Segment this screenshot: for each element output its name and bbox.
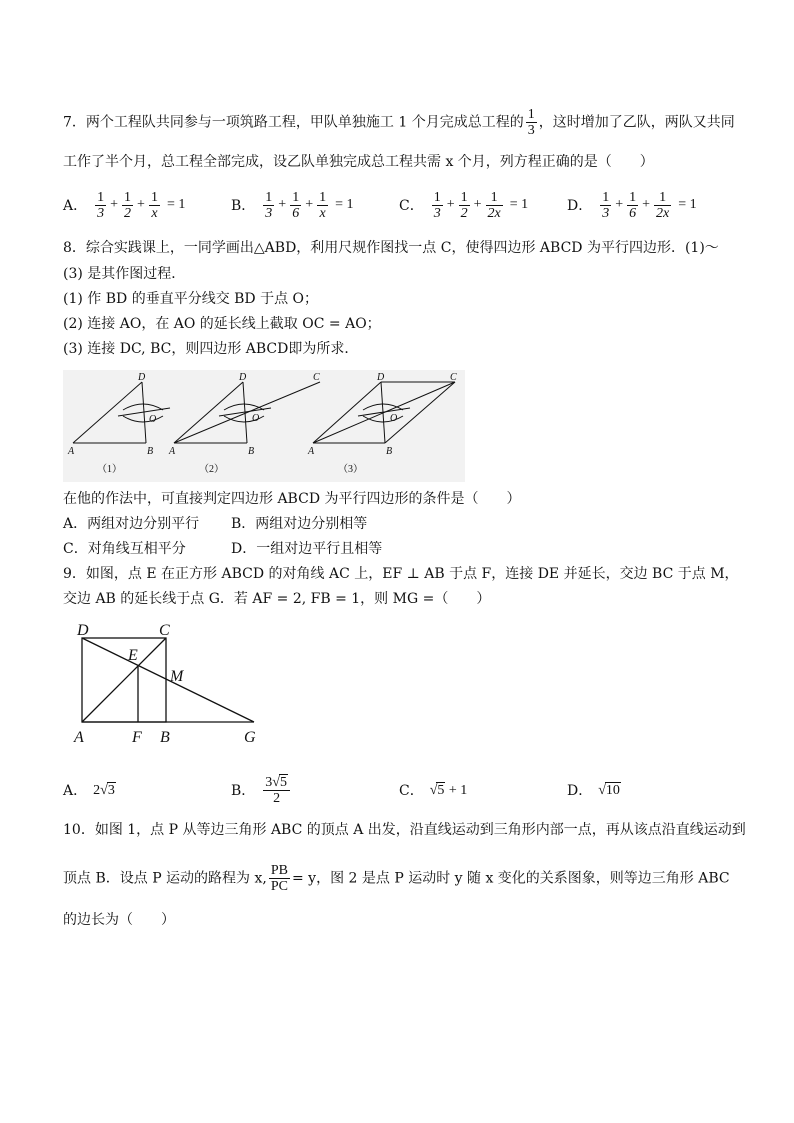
fig1-label-b: B [147, 446, 154, 457]
equation-term [95, 190, 106, 221]
equation-term [486, 190, 503, 221]
q9-option-a-label: A． [63, 783, 88, 799]
q7-option-label: B． [231, 198, 256, 214]
q7-option-equation [261, 190, 353, 221]
term-denominator: 6 [292, 205, 300, 221]
term-denominator: 3 [265, 205, 273, 221]
q10-line1: 10．如图 1，点 P 从等边三角形 ABC 的顶点 A 出发，沿直线运动到三角形内部一点，再从该点沿直线运动到 [63, 822, 746, 838]
term-denominator: 6 [629, 205, 637, 221]
fig1-label-d: D [138, 372, 146, 383]
equation-term [263, 190, 274, 221]
equation-term [432, 190, 443, 221]
q9-point-g: G [244, 729, 256, 746]
q9-option-c[interactable] [399, 770, 467, 810]
q8-option-c[interactable]: C．对角线互相平分 [63, 541, 186, 557]
term-denominator: x [151, 205, 158, 221]
q7-text-b: ，这时增加了乙队，两队又共同 [538, 114, 735, 131]
term-numerator: 1 [433, 189, 441, 205]
q9-option-c-value: √5 + 1 [429, 782, 468, 798]
equation-rhs: = 1 [509, 197, 529, 212]
q9-option-a-value: 2√3 [93, 782, 115, 798]
q9-option-d-value: √10 [598, 782, 620, 798]
q9-option-b-label: B． [231, 783, 256, 799]
term-denominator: 2x [487, 205, 501, 221]
q10-frac-num: PB [270, 863, 288, 878]
term-denominator: 3 [433, 205, 441, 221]
q10-text-a: 顶点 B．设点 P 运动的路程为 x, [63, 870, 267, 887]
q8-construction-figures [63, 370, 465, 482]
q9-point-c: C [159, 622, 170, 639]
fig2-label-a: A [169, 446, 176, 457]
q7-fraction [526, 107, 537, 138]
q9-option-b-value: $\frac{3√5}{2}$ [263, 774, 290, 806]
q8-step3: (3) 连接 DC, BC，则四边形 ABCD即为所求． [63, 341, 359, 357]
plus-sign: + [305, 197, 314, 212]
q7-frac-den: 3 [527, 123, 535, 138]
q7-option-c[interactable] [399, 188, 528, 222]
plus-sign: + [110, 197, 119, 212]
q7-option-equation [93, 190, 185, 221]
term-numerator: 1 [124, 189, 132, 205]
q8-line1: 8．综合实践课上，一同学画出△ABD，利用尺规作图找一点 C，使得四边形 ABCD 为平行四边形．(1)～ [63, 240, 719, 256]
term-numerator: 1 [629, 189, 637, 205]
plus-sign: + [278, 197, 287, 212]
equation-term [600, 190, 611, 221]
q7-option-a[interactable] [63, 188, 185, 222]
q7-options [63, 188, 743, 222]
plus-sign: + [615, 197, 624, 212]
q7-option-label: A． [63, 198, 88, 214]
equation-term [290, 190, 301, 221]
q8-step1: (1) 作 BD 的垂直平分线交 BD 于点 O； [63, 291, 319, 307]
q7-option-equation [430, 190, 528, 221]
fig3-label-c: C [450, 372, 457, 383]
plus-sign: + [473, 197, 482, 212]
term-denominator: 2x [656, 205, 670, 221]
q10-frac-den: PC [270, 879, 288, 894]
plus-sign: + [446, 197, 455, 212]
term-denominator: 3 [602, 205, 610, 221]
q10-text-b: = y，图 2 是点 P 运动时 y 随 x 变化的关系图象，则等边三角形 ABC [291, 870, 730, 887]
equation-term [459, 190, 470, 221]
term-numerator: 1 [460, 189, 468, 205]
term-numerator: 1 [602, 189, 610, 205]
q9-point-m: M [170, 668, 184, 685]
q8-question: 在他的作法中，可直接判定四边形 ABCD 为平行四边形的条件是（ ） [63, 491, 521, 507]
term-numerator: 1 [654, 190, 671, 206]
q9-option-b[interactable] [231, 770, 292, 810]
equation-term [317, 190, 328, 221]
fig3-label-d: D [377, 372, 385, 383]
equation-term [149, 190, 160, 221]
q8-step2: (2) 连接 AO，在 AO 的延长线上截取 OC = AO； [63, 316, 381, 332]
term-numerator: 1 [292, 189, 300, 205]
q9-option-c-label: C． [399, 783, 424, 799]
fig1-label-a: A [68, 446, 75, 457]
q9-point-f: F [132, 729, 142, 746]
q7-frac-num: 1 [527, 107, 535, 122]
q9-square-figure [70, 618, 270, 748]
fig1-label-o: O [149, 414, 157, 425]
term-denominator: 2 [460, 205, 468, 221]
q10-line2 [63, 863, 730, 894]
q7-option-b[interactable] [231, 188, 354, 222]
fig3-label-o: O [390, 413, 398, 424]
q7-text-a: 7．两个工程队共同参与一项筑路工程，甲队单独施工 1 个月完成总工程的 [63, 114, 524, 131]
q7-option-label: D． [567, 198, 593, 214]
q9-point-e: E [128, 647, 138, 664]
q9-point-b: B [160, 729, 170, 746]
equation-rhs: = 1 [166, 197, 186, 212]
q10-line3: 的边长为（ ） [63, 912, 175, 928]
q9-options [63, 770, 743, 810]
equation-term [654, 190, 671, 221]
q10-fraction [269, 863, 290, 894]
q9-line1: 9．如图，点 E 在正方形 ABCD 的对角线 AC 上，EF ⊥ AB 于点 F，连接 DE 并延长，交边 BC 于点 M， [63, 566, 739, 582]
q7-option-d[interactable] [567, 188, 697, 222]
equation-term [122, 190, 133, 221]
plus-sign: + [137, 197, 145, 212]
q7-line1 [63, 107, 735, 138]
plus-sign: + [642, 197, 651, 212]
fig2-label-c: C [313, 372, 320, 383]
fig-caption-2: （2） [199, 464, 224, 475]
q9-point-d: D [77, 622, 89, 639]
term-denominator: x [319, 205, 326, 221]
equation-rhs: = 1 [335, 197, 354, 212]
equation-term [627, 190, 638, 221]
fig2-label-b: B [248, 446, 255, 457]
fig-caption-1: （1） [97, 464, 122, 475]
term-numerator: 1 [150, 189, 158, 205]
term-denominator: 2 [124, 205, 132, 221]
fig2-label-d: D [239, 372, 247, 383]
q7-line2: 工作了半个月，总工程全部完成，设乙队单独完成总工程共需 x 个月，列方程正确的是（ ） [63, 154, 654, 170]
fig-caption-3: （3） [338, 464, 363, 475]
q8-option-a[interactable]: A．两组对边分别平行 [63, 516, 200, 532]
q9-point-a: A [74, 729, 84, 746]
term-numerator: 1 [265, 189, 273, 205]
equation-rhs: = 1 [678, 197, 697, 212]
q8-option-d[interactable]: D．一组对边平行且相等 [231, 541, 383, 557]
fig2-label-o: O [252, 413, 260, 424]
q8-option-b[interactable]: B．两组对边分别相等 [231, 516, 368, 532]
q7-option-label: C． [399, 198, 424, 214]
q9-option-d-label: D． [567, 783, 593, 799]
q8-line2: (3) 是其作图过程． [63, 266, 186, 282]
q9-option-a[interactable] [63, 770, 116, 810]
term-numerator: 1 [319, 189, 327, 205]
q9-option-d[interactable] [567, 770, 621, 810]
term-denominator: 3 [97, 205, 105, 221]
fig3-label-b: B [386, 446, 393, 457]
q7-option-equation [598, 190, 696, 221]
term-numerator: 1 [486, 190, 503, 206]
fig3-label-a: A [308, 446, 315, 457]
term-numerator: 1 [97, 189, 105, 205]
q9-line2: 交边 AB 的延长线于点 G．若 AF = 2, FB = 1，则 MG =（ ） [63, 591, 491, 607]
